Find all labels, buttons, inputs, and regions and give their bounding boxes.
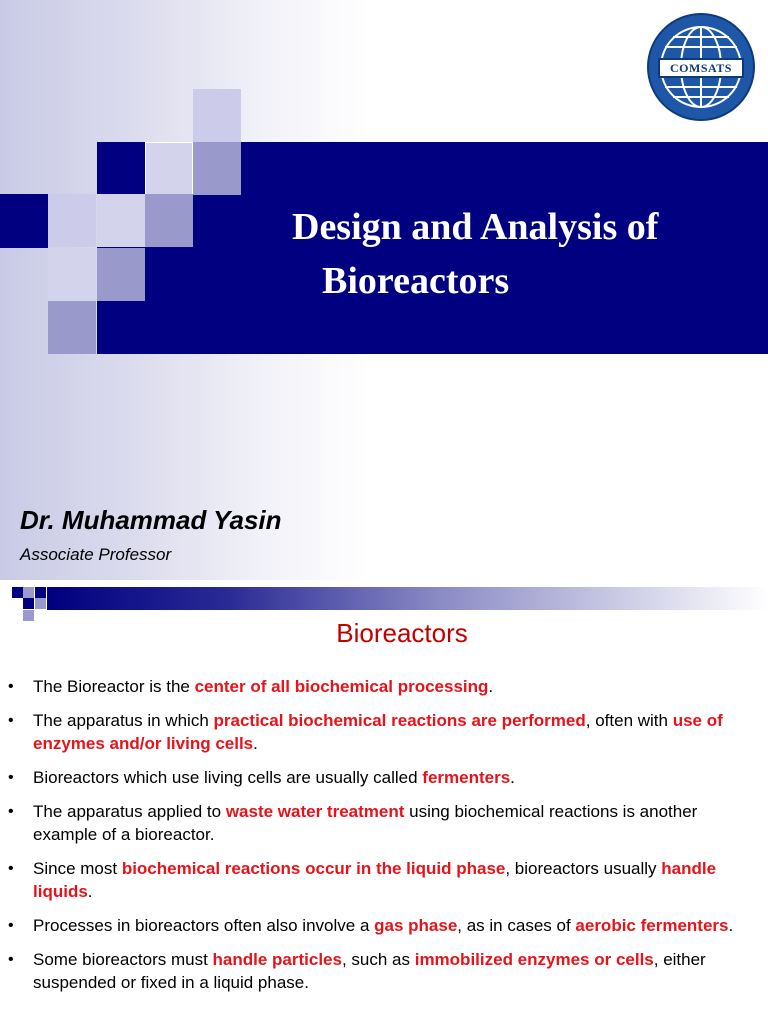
bullet-text: . <box>87 882 93 901</box>
slide-title-line2: Bioreactors <box>322 260 510 302</box>
bullet-text: Processes in bioreactors often also involve a <box>33 916 375 935</box>
bullet-text: , such as <box>341 950 415 969</box>
highlight-text: aerobic fermenters <box>575 916 729 935</box>
bullet-text: , often with <box>585 711 673 730</box>
highlight-text: immobilized enzymes or cells <box>414 950 654 969</box>
author-role: Associate Professor <box>20 545 172 564</box>
deco-square <box>48 248 96 301</box>
bullet-text: . <box>510 768 515 787</box>
author-name: Dr. Muhammad Yasin <box>20 505 282 535</box>
bullet-item <box>0 800 768 846</box>
bullet-item <box>0 857 768 903</box>
section-title: Bioreactors <box>336 618 468 648</box>
slide-title-line1: Design and Analysis of <box>292 206 659 248</box>
title-band-left-stub <box>0 194 48 248</box>
bullet-item <box>0 914 768 937</box>
slide-title <box>292 200 752 308</box>
bullet-text: The apparatus in which <box>33 711 214 730</box>
deco-small-square <box>35 587 46 598</box>
highlight-text: handle particles <box>212 950 342 969</box>
deco-small-square <box>23 598 34 609</box>
bullet-text: . <box>488 677 494 696</box>
highlight-text: biochemical reactions occur in the liquid phase <box>121 859 506 878</box>
highlight-text: practical biochemical reactions are performed <box>213 711 586 730</box>
bullet-text: Some bioreactors must <box>33 950 213 969</box>
highlight-text: center of all biochemical processing <box>194 677 489 696</box>
bullet-item <box>0 675 768 698</box>
bullet-text: The apparatus applied to <box>33 802 226 821</box>
content-slide <box>0 580 768 1024</box>
highlight-text: fermenters <box>422 768 511 787</box>
deco-square <box>145 142 193 195</box>
comsats-logo <box>647 13 755 121</box>
bullet-text: , either suspended or fixed in a liquid phase. <box>33 950 706 992</box>
deco-square <box>48 301 96 354</box>
deco-small-square <box>35 598 46 609</box>
bullet-text: . <box>728 916 734 935</box>
highlight-text: use of enzymes and/or living cells <box>33 711 723 753</box>
bullet-item <box>0 948 768 994</box>
bullet-item <box>0 766 768 789</box>
deco-square <box>193 89 241 142</box>
deco-square <box>193 142 241 195</box>
bullet-text: Since most <box>33 859 122 878</box>
logo-label: COMSATS <box>658 58 744 78</box>
highlight-text: gas phase <box>374 916 458 935</box>
bullet-text: The Bioreactor is the <box>33 677 195 696</box>
highlight-text: handle liquids <box>33 859 717 901</box>
bullet-text: , bioreactors usually <box>505 859 662 878</box>
bullet-text: Bioreactors which use living cells are usually called <box>33 768 423 787</box>
deco-small-square <box>23 587 34 598</box>
header-gradient-bar <box>47 587 768 610</box>
bullet-text: , as in cases of <box>457 916 576 935</box>
bullet-list <box>0 675 768 1005</box>
bullet-text: using biochemical reactions is another example of a bioreactor. <box>33 802 698 844</box>
deco-small-square <box>12 587 23 598</box>
bullet-item <box>0 709 768 755</box>
highlight-text: waste water treatment <box>225 802 405 821</box>
deco-square <box>145 194 193 247</box>
bullet-text: . <box>253 734 258 753</box>
deco-square <box>97 194 145 247</box>
deco-square <box>97 248 145 301</box>
deco-square <box>48 194 96 247</box>
